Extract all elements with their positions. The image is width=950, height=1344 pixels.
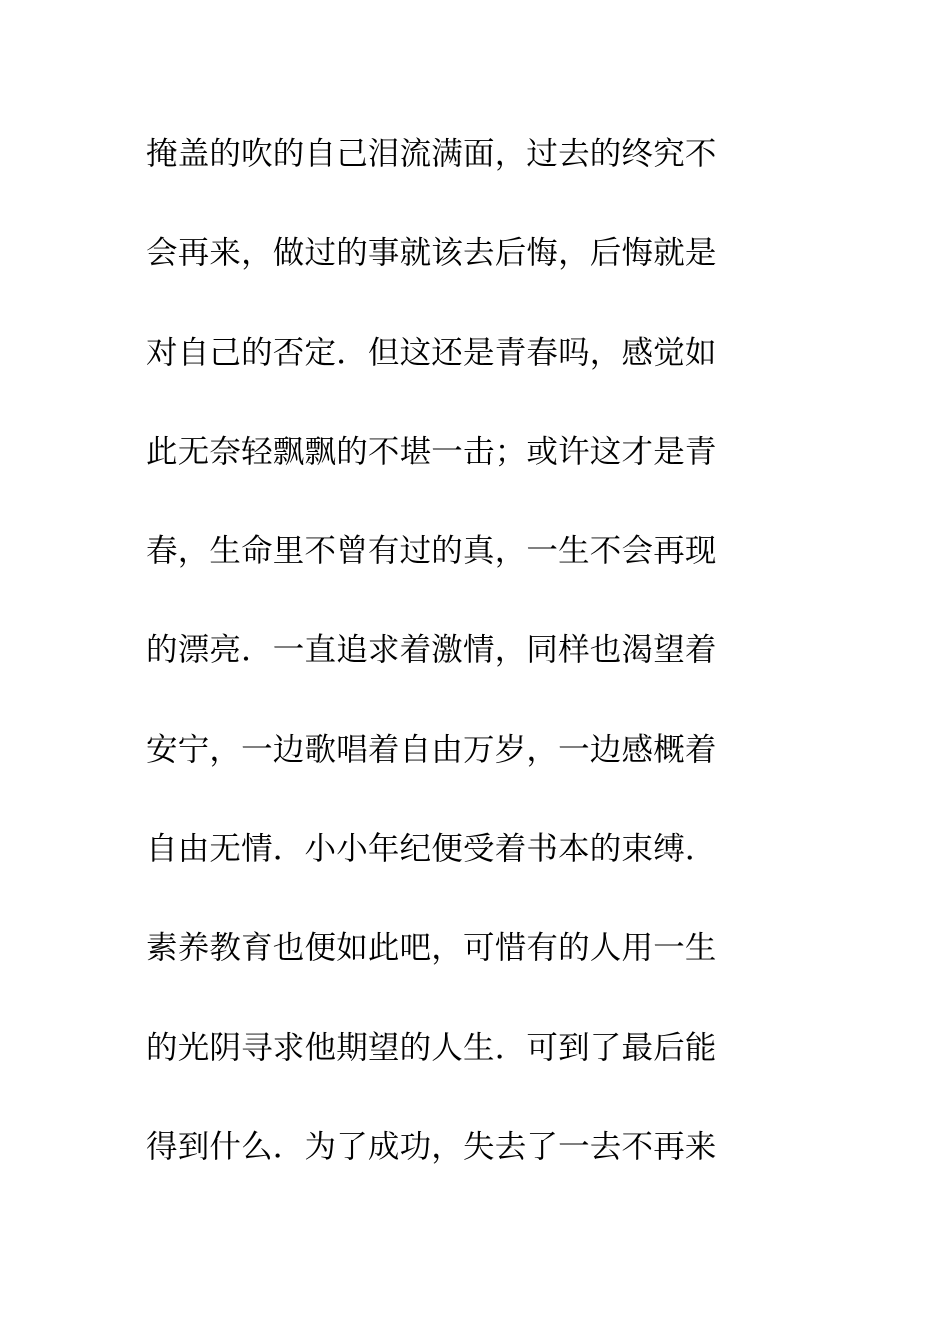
text-line: 安宁，一边歌唱着自由万岁，一边感概着 <box>146 731 717 768</box>
text-line: 得到什么．为了成功，失去了一去不再来 <box>146 1128 717 1165</box>
text-line: 会再来，做过的事就该去后悔，后悔就是 <box>146 235 717 272</box>
body-text <box>146 129 806 1221</box>
text-line: 素养教育也便如此吧，可惜有的人用一生 <box>146 930 717 967</box>
text-line: 自由无情．小小年纪便受着书本的束缚． <box>146 831 717 868</box>
text-line: 对自己的否定．但这还是青春吗，感觉如 <box>146 334 717 371</box>
text-line: 此无奈轻飘飘的不堪一击；或许这才是青 <box>146 433 717 470</box>
text-line: 的光阴寻求他期望的人生．可到了最后能 <box>146 1029 717 1066</box>
text-line: 掩盖的吹的自己泪流满面，过去的终究不 <box>146 136 717 172</box>
text-line: 的漂亮．一直追求着激情，同样也渴望着 <box>146 632 717 669</box>
text-line: 春，生命里不曾有过的真，一生不会再现 <box>146 533 717 570</box>
